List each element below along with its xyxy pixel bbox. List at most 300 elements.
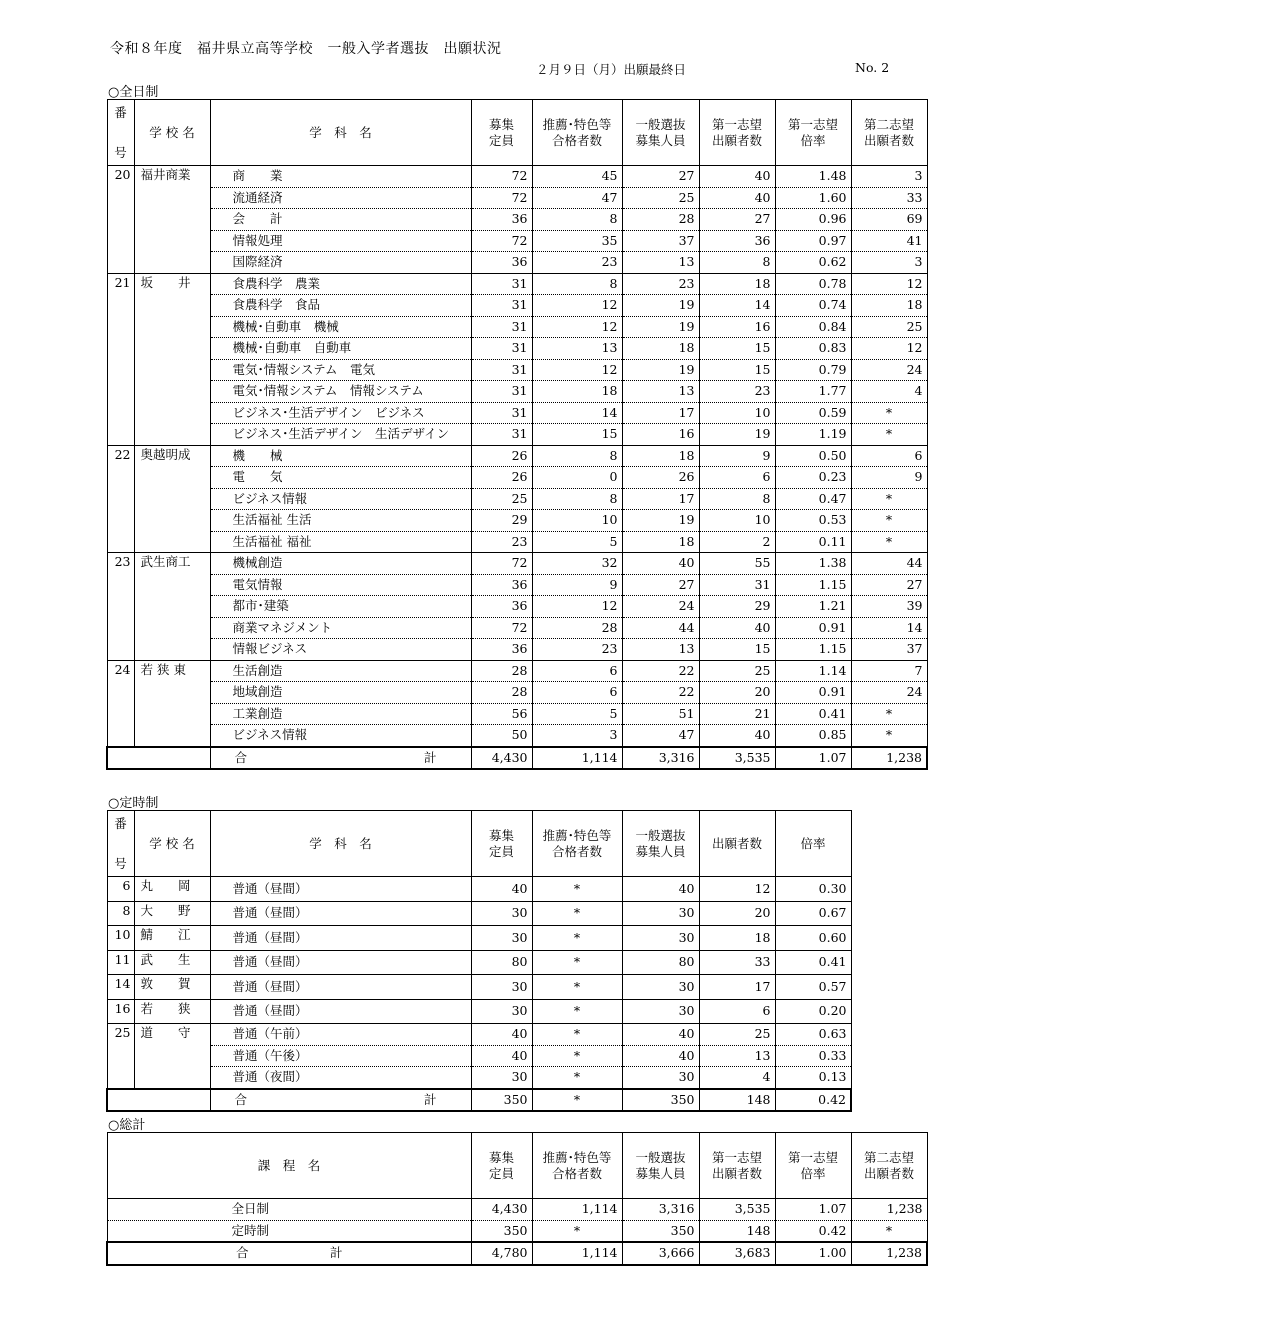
- subject-name: 普通（午後）: [210, 1045, 471, 1067]
- value-cell: 32: [532, 553, 622, 575]
- total-blank: [107, 747, 210, 770]
- value-cell: 0: [532, 467, 622, 489]
- value-cell: 14: [851, 617, 927, 639]
- value-cell: 28: [622, 209, 699, 231]
- value-cell: 1.77: [775, 381, 851, 403]
- total-label-a: 合: [236, 1245, 249, 1260]
- value-cell: 29: [699, 596, 775, 618]
- subject-name: 普通（午前）: [210, 1024, 471, 1046]
- value-cell: *: [532, 999, 622, 1024]
- value-cell: 23: [622, 273, 699, 295]
- header-number: 番 号: [107, 100, 134, 166]
- value-cell: 18: [532, 381, 622, 403]
- value-cell: 0.91: [775, 617, 851, 639]
- header-first-choice: 第一志望 出願者数: [699, 1133, 775, 1199]
- table-row: [107, 510, 927, 532]
- total-label: [210, 1089, 471, 1112]
- value-cell: 12: [532, 359, 622, 381]
- value-cell: 0.53: [775, 510, 851, 532]
- school-name: 奥越明成: [134, 445, 210, 553]
- value-cell: 25: [699, 1024, 775, 1046]
- subject-name: 普通（昼間）: [210, 999, 471, 1024]
- school-name: 若 狭: [134, 999, 210, 1024]
- total-value: 4,780: [471, 1242, 532, 1265]
- value-cell: 0.62: [775, 252, 851, 274]
- value-cell: 28: [471, 682, 532, 704]
- school-name: 鯖 江: [134, 926, 210, 951]
- value-cell: 31: [471, 273, 532, 295]
- subject-name: 普通（昼間）: [210, 901, 471, 926]
- value-cell: 31: [471, 359, 532, 381]
- value-cell: *: [532, 950, 622, 975]
- table-row: [107, 1199, 927, 1221]
- value-cell: 22: [622, 660, 699, 682]
- grand-total-table: [106, 1132, 928, 1266]
- value-cell: 0.41: [775, 950, 851, 975]
- value-cell: *: [851, 703, 927, 725]
- value-cell: 14: [532, 402, 622, 424]
- value-cell: 36: [471, 596, 532, 618]
- school-number: 20: [107, 166, 134, 274]
- value-cell: 28: [532, 617, 622, 639]
- table-row: [107, 950, 851, 975]
- value-cell: 3,316: [622, 1199, 699, 1221]
- table-row: [107, 1045, 851, 1067]
- value-cell: 25: [851, 316, 927, 338]
- subject-name: ビジネス･生活デザイン ビジネス: [210, 402, 471, 424]
- table-row: [107, 553, 927, 575]
- subject-name: ビジネス情報: [210, 488, 471, 510]
- value-cell: 14: [699, 295, 775, 317]
- school-number: 10: [107, 926, 134, 951]
- header-capacity: 募集 定員: [471, 1133, 532, 1199]
- table-row: [107, 1024, 851, 1046]
- value-cell: 0.33: [775, 1045, 851, 1067]
- school-name: 丸 岡: [134, 877, 210, 902]
- value-cell: 148: [699, 1220, 775, 1242]
- value-cell: 0.42: [775, 1220, 851, 1242]
- header-number: 番 号: [107, 811, 134, 877]
- value-cell: 31: [471, 295, 532, 317]
- value-cell: 3: [851, 166, 927, 188]
- value-cell: 1.15: [775, 639, 851, 661]
- value-cell: 18: [699, 926, 775, 951]
- value-cell: 25: [471, 488, 532, 510]
- value-cell: 10: [699, 402, 775, 424]
- header-first-choice: 第一志望 出願者数: [699, 100, 775, 166]
- total-value: 1,114: [532, 747, 622, 770]
- parttime-section-label: ○定時制: [108, 796, 159, 811]
- table-row: [107, 273, 927, 295]
- school-number: 6: [107, 877, 134, 902]
- value-cell: 26: [622, 467, 699, 489]
- value-cell: 5: [532, 703, 622, 725]
- total-value: 1.00: [775, 1242, 851, 1265]
- value-cell: *: [851, 531, 927, 553]
- total-label: [107, 1242, 471, 1265]
- value-cell: 18: [699, 273, 775, 295]
- value-cell: 7: [851, 660, 927, 682]
- value-cell: 13: [622, 639, 699, 661]
- value-cell: 13: [622, 381, 699, 403]
- value-cell: 69: [851, 209, 927, 231]
- total-row: [107, 1242, 927, 1265]
- value-cell: 30: [471, 999, 532, 1024]
- subject-name: ビジネス･生活デザイン 生活デザイン: [210, 424, 471, 446]
- value-cell: 72: [471, 166, 532, 188]
- subject-name: 都市･建築: [210, 596, 471, 618]
- total-row: [107, 1089, 851, 1112]
- subject-name: 商 業: [210, 166, 471, 188]
- table-row: [107, 187, 927, 209]
- value-cell: 25: [699, 660, 775, 682]
- value-cell: 30: [622, 1067, 699, 1089]
- value-cell: 15: [699, 359, 775, 381]
- value-cell: 31: [471, 381, 532, 403]
- value-cell: *: [851, 510, 927, 532]
- value-cell: 0.30: [775, 877, 851, 902]
- value-cell: 1.19: [775, 424, 851, 446]
- table-row: [107, 877, 851, 902]
- value-cell: *: [532, 975, 622, 1000]
- value-cell: 40: [471, 877, 532, 902]
- value-cell: 0.23: [775, 467, 851, 489]
- value-cell: 20: [699, 901, 775, 926]
- subject-name: 地域創造: [210, 682, 471, 704]
- total-value: 3,535: [699, 747, 775, 770]
- total-label-b: 計: [423, 749, 437, 765]
- value-cell: 0.74: [775, 295, 851, 317]
- subject-name: 食農科学 食品: [210, 295, 471, 317]
- value-cell: 3: [851, 252, 927, 274]
- value-cell: 19: [699, 424, 775, 446]
- header-second-choice: 第二志望 出願者数: [851, 100, 927, 166]
- value-cell: 8: [532, 209, 622, 231]
- value-cell: 12: [532, 295, 622, 317]
- value-cell: 27: [622, 574, 699, 596]
- value-cell: 2: [699, 531, 775, 553]
- value-cell: 72: [471, 187, 532, 209]
- value-cell: 30: [622, 975, 699, 1000]
- subject-name: 普通（昼間）: [210, 926, 471, 951]
- total-value: 350: [471, 1089, 532, 1112]
- subject-name: 会 計: [210, 209, 471, 231]
- value-cell: 39: [851, 596, 927, 618]
- value-cell: 72: [471, 553, 532, 575]
- header-ratio: 第一志望 倍率: [775, 1133, 851, 1199]
- total-value: 0.42: [775, 1089, 851, 1112]
- table-row: [107, 166, 927, 188]
- value-cell: 23: [532, 252, 622, 274]
- subject-name: 国際経済: [210, 252, 471, 274]
- total-value: 1,114: [532, 1242, 622, 1265]
- total-value: *: [532, 1089, 622, 1112]
- total-value: 3,666: [622, 1242, 699, 1265]
- value-cell: 19: [622, 316, 699, 338]
- value-cell: 0.41: [775, 703, 851, 725]
- header-course: 課 程 名: [107, 1133, 471, 1199]
- value-cell: 1,114: [532, 1199, 622, 1221]
- subject-name: 機械創造: [210, 553, 471, 575]
- value-cell: 3: [532, 725, 622, 747]
- value-cell: 17: [622, 402, 699, 424]
- value-cell: 30: [471, 926, 532, 951]
- value-cell: 6: [851, 445, 927, 467]
- table-row: [107, 1067, 851, 1089]
- value-cell: 40: [622, 553, 699, 575]
- table-row: [107, 209, 927, 231]
- value-cell: 0.96: [775, 209, 851, 231]
- value-cell: 13: [622, 252, 699, 274]
- value-cell: 40: [622, 1045, 699, 1067]
- value-cell: 0.63: [775, 1024, 851, 1046]
- value-cell: 20: [699, 682, 775, 704]
- value-cell: 0.84: [775, 316, 851, 338]
- subject-name: 情報ビジネス: [210, 639, 471, 661]
- school-number: 11: [107, 950, 134, 975]
- value-cell: 18: [622, 445, 699, 467]
- value-cell: 31: [471, 338, 532, 360]
- value-cell: *: [851, 1220, 927, 1242]
- course-name: 定時制: [107, 1220, 471, 1242]
- header-ratio: 倍率: [775, 811, 851, 877]
- value-cell: 72: [471, 617, 532, 639]
- value-cell: 25: [622, 187, 699, 209]
- value-cell: 47: [532, 187, 622, 209]
- date-line: ２月９日（月）出願最終日: [536, 62, 687, 77]
- header-second-choice: 第二志望 出願者数: [851, 1133, 927, 1199]
- subject-name: 機械･自動車 機械: [210, 316, 471, 338]
- total-value: 3,683: [699, 1242, 775, 1265]
- header-applicants: 出願者数: [699, 811, 775, 877]
- table-row: [107, 975, 851, 1000]
- value-cell: 26: [471, 445, 532, 467]
- total-label-a: 合: [234, 749, 248, 765]
- total-label-b: 計: [329, 1245, 343, 1260]
- header-recommend: 推薦･特色等 合格者数: [532, 811, 622, 877]
- value-cell: 24: [622, 596, 699, 618]
- value-cell: 30: [471, 1067, 532, 1089]
- value-cell: 27: [699, 209, 775, 231]
- value-cell: 18: [622, 531, 699, 553]
- value-cell: 36: [699, 230, 775, 252]
- header-school: 学 校 名: [134, 811, 210, 877]
- value-cell: *: [532, 877, 622, 902]
- parttime-table: [106, 810, 852, 1112]
- total-row: [107, 747, 927, 770]
- school-name: 大 野: [134, 901, 210, 926]
- total-value: 148: [699, 1089, 775, 1112]
- table-row: [107, 252, 927, 274]
- value-cell: 8: [532, 445, 622, 467]
- header-capacity: 募集 定員: [471, 811, 532, 877]
- school-name: 福井商業: [134, 166, 210, 274]
- table-row: [107, 926, 851, 951]
- value-cell: 1.60: [775, 187, 851, 209]
- value-cell: 10: [532, 510, 622, 532]
- value-cell: 24: [851, 359, 927, 381]
- value-cell: 30: [471, 975, 532, 1000]
- table-row: [107, 316, 927, 338]
- grand-section-label: ○総計: [108, 1118, 146, 1133]
- value-cell: *: [532, 1220, 622, 1242]
- subject-name: 生活創造: [210, 660, 471, 682]
- school-name: 若 狭 東: [134, 660, 210, 747]
- table-row: [107, 531, 927, 553]
- value-cell: 0.47: [775, 488, 851, 510]
- value-cell: 40: [699, 725, 775, 747]
- value-cell: 8: [699, 252, 775, 274]
- school-number: 23: [107, 553, 134, 661]
- value-cell: 12: [851, 273, 927, 295]
- value-cell: 36: [471, 639, 532, 661]
- table-row: [107, 424, 927, 446]
- total-label-b: 計: [423, 1091, 437, 1107]
- table-row: [107, 901, 851, 926]
- value-cell: 47: [622, 725, 699, 747]
- subject-name: 電気･情報システム 電気: [210, 359, 471, 381]
- value-cell: 37: [851, 639, 927, 661]
- value-cell: 8: [532, 488, 622, 510]
- value-cell: 40: [622, 1024, 699, 1046]
- table-row: [107, 359, 927, 381]
- value-cell: 0.91: [775, 682, 851, 704]
- value-cell: 12: [532, 316, 622, 338]
- page-title: 令和８年度 福井県立高等学校 一般入学者選抜 出願状況: [110, 41, 502, 57]
- subject-name: 普通（昼間）: [210, 877, 471, 902]
- value-cell: 44: [622, 617, 699, 639]
- value-cell: 0.13: [775, 1067, 851, 1089]
- value-cell: 0.78: [775, 273, 851, 295]
- subject-name: 生活福祉 生活: [210, 510, 471, 532]
- value-cell: *: [532, 1024, 622, 1046]
- table-row: [107, 381, 927, 403]
- value-cell: 1,238: [851, 1199, 927, 1221]
- header-ratio: 第一志望 倍率: [775, 100, 851, 166]
- value-cell: 1.14: [775, 660, 851, 682]
- table-row: [107, 596, 927, 618]
- value-cell: 6: [699, 467, 775, 489]
- value-cell: 19: [622, 510, 699, 532]
- header-recommend: 推薦･特色等 合格者数: [532, 100, 622, 166]
- value-cell: 15: [699, 639, 775, 661]
- value-cell: 0.57: [775, 975, 851, 1000]
- value-cell: 0.11: [775, 531, 851, 553]
- value-cell: 4: [699, 1067, 775, 1089]
- value-cell: 4,430: [471, 1199, 532, 1221]
- school-name: 坂 井: [134, 273, 210, 445]
- school-name: 武生商工: [134, 553, 210, 661]
- value-cell: 0.97: [775, 230, 851, 252]
- value-cell: 1.38: [775, 553, 851, 575]
- subject-name: 普通（昼間）: [210, 975, 471, 1000]
- value-cell: *: [851, 725, 927, 747]
- total-label-a: 合: [234, 1091, 248, 1107]
- table-row: [107, 488, 927, 510]
- total-value: 1,238: [851, 1242, 927, 1265]
- value-cell: 9: [851, 467, 927, 489]
- value-cell: 31: [471, 402, 532, 424]
- value-cell: 36: [471, 574, 532, 596]
- value-cell: 80: [622, 950, 699, 975]
- header-general: 一般選抜 募集人員: [622, 100, 699, 166]
- value-cell: 27: [622, 166, 699, 188]
- value-cell: 4: [851, 381, 927, 403]
- subject-name: 普通（昼間）: [210, 950, 471, 975]
- value-cell: 0.67: [775, 901, 851, 926]
- value-cell: 50: [471, 725, 532, 747]
- value-cell: 23: [532, 639, 622, 661]
- subject-name: 情報処理: [210, 230, 471, 252]
- value-cell: 28: [471, 660, 532, 682]
- table-row: [107, 1220, 927, 1242]
- fulltime-table: [106, 99, 928, 770]
- value-cell: 15: [532, 424, 622, 446]
- subject-name: 電気情報: [210, 574, 471, 596]
- header-recommend: 推薦･特色等 合格者数: [532, 1133, 622, 1199]
- value-cell: *: [532, 1045, 622, 1067]
- value-cell: 0.83: [775, 338, 851, 360]
- subject-name: 機 械: [210, 445, 471, 467]
- value-cell: 40: [471, 1024, 532, 1046]
- value-cell: *: [851, 424, 927, 446]
- value-cell: 15: [699, 338, 775, 360]
- course-name: 全日制: [107, 1199, 471, 1221]
- table-row: [107, 295, 927, 317]
- value-cell: *: [851, 402, 927, 424]
- value-cell: 17: [699, 975, 775, 1000]
- total-value: 3,316: [622, 747, 699, 770]
- table-row: [107, 682, 927, 704]
- value-cell: 30: [622, 999, 699, 1024]
- subject-name: 普通（夜間）: [210, 1067, 471, 1089]
- value-cell: *: [532, 901, 622, 926]
- value-cell: 0.60: [775, 926, 851, 951]
- value-cell: 21: [699, 703, 775, 725]
- table-row: [107, 725, 927, 747]
- table-row: [107, 402, 927, 424]
- value-cell: 0.85: [775, 725, 851, 747]
- value-cell: *: [851, 488, 927, 510]
- fulltime-section-label: ○全日制: [108, 85, 159, 100]
- school-number: 22: [107, 445, 134, 553]
- subject-name: ビジネス情報: [210, 725, 471, 747]
- value-cell: 41: [851, 230, 927, 252]
- value-cell: 23: [699, 381, 775, 403]
- subject-name: 機械･自動車 自動車: [210, 338, 471, 360]
- subject-name: 電気･情報システム 情報システム: [210, 381, 471, 403]
- value-cell: 8: [699, 488, 775, 510]
- value-cell: 1.15: [775, 574, 851, 596]
- value-cell: 56: [471, 703, 532, 725]
- header-subject: 学 科 名: [210, 811, 471, 877]
- value-cell: 18: [851, 295, 927, 317]
- value-cell: 22: [622, 682, 699, 704]
- school-number: 24: [107, 660, 134, 747]
- value-cell: 31: [471, 424, 532, 446]
- value-cell: 10: [699, 510, 775, 532]
- value-cell: 24: [851, 682, 927, 704]
- value-cell: 35: [532, 230, 622, 252]
- value-cell: 16: [622, 424, 699, 446]
- value-cell: 6: [699, 999, 775, 1024]
- value-cell: *: [532, 1067, 622, 1089]
- school-number: 16: [107, 999, 134, 1024]
- subject-name: 食農科学 農業: [210, 273, 471, 295]
- total-value: 1.07: [775, 747, 851, 770]
- table-row: [107, 703, 927, 725]
- value-cell: 18: [622, 338, 699, 360]
